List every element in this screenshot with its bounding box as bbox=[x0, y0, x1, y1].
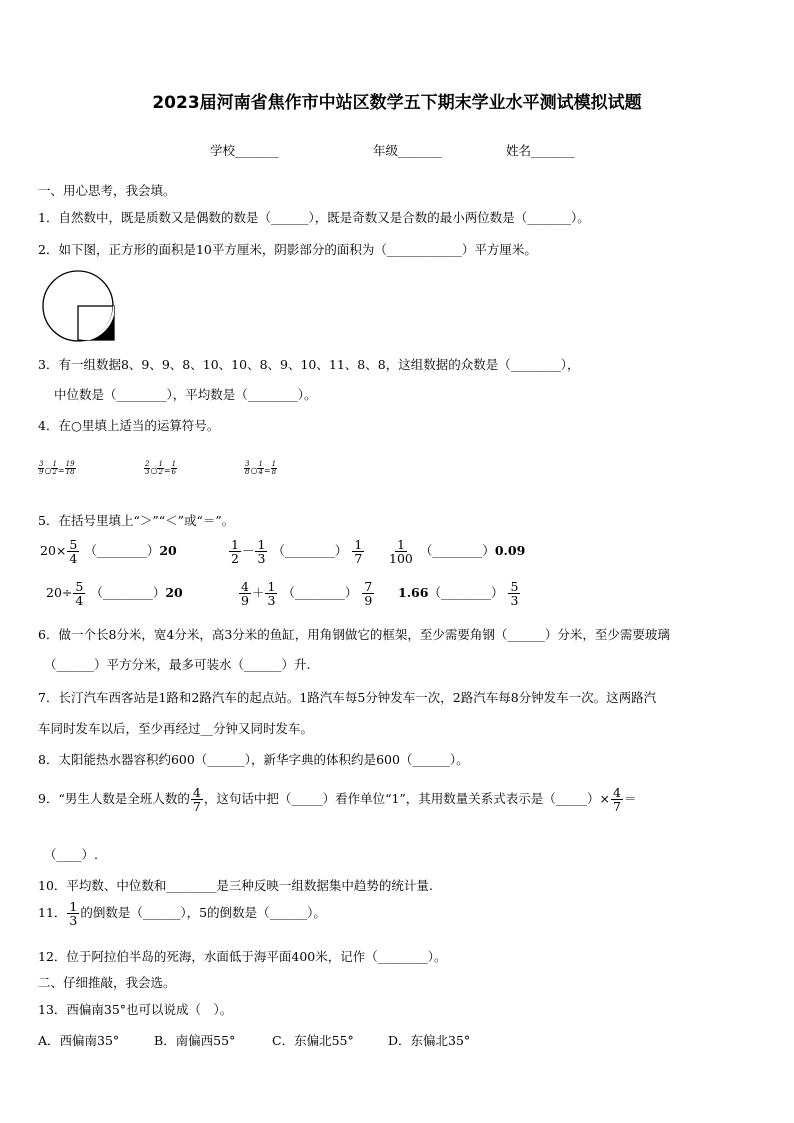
question-10: 10．平均数、中位数和________是三种反映一组数据集中趋势的统计量. bbox=[38, 878, 433, 893]
operator-circle[interactable]: ○ bbox=[44, 466, 52, 475]
fraction: $\frac{1}{3}$ bbox=[69, 899, 78, 929]
question-5: 5．在括号里填上“＞”“＜”或“＝”。 bbox=[38, 513, 235, 528]
fraction: $\frac{5}{3}$ bbox=[510, 579, 519, 609]
q13-option-b[interactable]: B．南偏西55° bbox=[154, 1033, 236, 1048]
q4-equation-3: $\frac{3}{8}$ ○ $\frac{1}{4}$ = $\frac{1}{8}$ bbox=[245, 459, 277, 476]
q5-item-r1c2: $\frac{1}{2}$ － $\frac{1}{3}$ （________） $\frac{1}{7}$ bbox=[231, 537, 363, 567]
q13-option-a[interactable]: A．西偏南35° bbox=[38, 1033, 120, 1048]
q5-item-r2c3: 1.66（________） $\frac{5}{3}$ bbox=[398, 579, 519, 609]
name-blank: _______ bbox=[531, 143, 575, 158]
question-13: 13．西偏南35°也可以说成（ ）。 bbox=[38, 1002, 233, 1017]
question-7-line1: 7．长汀汽车西客站是1路和2路汽车的起点站。1路汽车每5分钟发车一次，2路汽车每8分钟发车一次。这两路汽 bbox=[38, 690, 657, 705]
fraction: $\frac{1}{2}$ bbox=[231, 537, 239, 567]
q5-item-r1c3: $\frac{1}{100}$ （________）0.09 bbox=[389, 537, 526, 567]
fraction: $\frac{5}{4}$ bbox=[75, 579, 84, 609]
answer-blank[interactable]: （________） bbox=[272, 543, 348, 559]
school-label: 学校 bbox=[210, 143, 236, 158]
answer-blank[interactable]: （________） bbox=[428, 585, 504, 601]
fraction: $\frac{4}{7}$ bbox=[192, 785, 201, 815]
fraction: $\frac{4}{7}$ bbox=[613, 785, 621, 815]
school-blank: _______ bbox=[235, 143, 279, 158]
answer-blank[interactable]: （________） bbox=[282, 585, 358, 601]
question-11: 11． $\frac{1}{3}$ 的倒数是（______），5的倒数是（______）。 bbox=[38, 899, 326, 929]
q13-option-d[interactable]: D．东偏北35° bbox=[388, 1033, 471, 1048]
answer-blank[interactable]: （________） bbox=[419, 543, 495, 559]
question-6-line1: 6．做一个长8分米，宽4分米，高3分米的鱼缸，用角钢做它的框架，至少需要角钢（______）分米，至少需要玻璃 bbox=[38, 627, 670, 642]
fraction: $\frac{1}{8}$ bbox=[271, 459, 277, 476]
question-9: 9．“男生人数是全班人数的 $\frac{4}{7}$ ，这句话中把（_____）看作单位“1”，其用数量关系式表示是（_____）× $\frac{4}{7}$ ＝ bbox=[38, 785, 637, 815]
q13-option-c[interactable]: C．东偏北55° bbox=[272, 1033, 354, 1048]
answer-blank[interactable]: （________） bbox=[90, 585, 166, 601]
school-field[interactable] bbox=[210, 141, 279, 159]
fraction: $\frac{3}{8}$ bbox=[245, 459, 250, 476]
fraction: $\frac{4}{9}$ bbox=[241, 579, 249, 609]
fraction: $\frac{5}{4}$ bbox=[69, 537, 78, 567]
question-12: 12．位于阿拉伯半岛的死海，水面低于海平面400米，记作（________）。 bbox=[38, 949, 447, 964]
fraction: $\frac{1}{6}$ bbox=[171, 459, 177, 476]
grade-blank: _______ bbox=[398, 143, 442, 158]
question-8: 8．太阳能热水器容积约600（______），新华字典的体积约是600（______）。 bbox=[38, 752, 469, 767]
fraction: $\frac{7}{9}$ bbox=[364, 579, 373, 609]
question-2: 2．如下图，正方形的面积是10平方厘米，阴影部分的面积为（____________）平方厘米。 bbox=[38, 242, 537, 257]
fraction: $\frac{3}{9}$ bbox=[39, 459, 44, 476]
fraction: $\frac{1}{3}$ bbox=[257, 537, 266, 567]
q5-item-r1c1: 20× $\frac{5}{4}$ （________）20 bbox=[40, 537, 177, 567]
fraction: $\frac{1}{2}$ bbox=[158, 459, 163, 476]
operator-circle[interactable]: ○ bbox=[250, 466, 258, 475]
fraction: $\frac{1}{4}$ bbox=[258, 459, 263, 476]
q4-equation-1: $\frac{3}{9}$ ○ $\frac{1}{2}$ = $\frac{19}{18}$ bbox=[39, 459, 75, 476]
grade-label: 年级 bbox=[373, 143, 399, 158]
q4-equation-2: $\frac{2}{3}$ ○ $\frac{1}{2}$ = $\frac{1}{6}$ bbox=[145, 459, 177, 476]
fraction: $\frac{1}{7}$ bbox=[354, 537, 363, 567]
operator-circle[interactable]: ○ bbox=[150, 466, 158, 475]
question-3-line1: 3．有一组数据8、9、9、8、10、10、8、9、10、11、8、8，这组数据的众数是（________）， bbox=[38, 357, 580, 372]
section-heading-2: 二、仔细推敲，我会选。 bbox=[38, 975, 176, 990]
name-field[interactable] bbox=[506, 141, 575, 159]
question-9-answer: （____）. bbox=[44, 847, 98, 862]
question-3-line2: 中位数是（________），平均数是（________）。 bbox=[54, 387, 317, 402]
question-4: 4．在○里填上适当的运算符号。 bbox=[38, 418, 220, 433]
q5-item-r2c1: 20÷ $\frac{5}{4}$ （________）20 bbox=[46, 579, 183, 609]
answer-blank[interactable]: （________） bbox=[84, 543, 160, 559]
q5-item-r2c2: $\frac{4}{9}$ ＋ $\frac{1}{3}$ （________） $\frac{7}{9}$ bbox=[241, 579, 373, 609]
section-heading-1: 一、用心思考，我会填。 bbox=[38, 183, 176, 198]
fraction: $\frac{2}{3}$ bbox=[145, 459, 150, 476]
question-1: 1．自然数中，既是质数又是偶数的数是（______），既是奇数又是合数的最小两位数是（_______）。 bbox=[38, 210, 590, 225]
circle-square-figure bbox=[40, 270, 120, 342]
grade-field[interactable] bbox=[373, 141, 442, 159]
name-label: 姓名 bbox=[506, 143, 532, 158]
question-7-line2: 车同时发车以后，至少再经过__分钟又同时发车。 bbox=[38, 721, 314, 736]
page-title: 2023届河南省焦作市中站区数学五下期末学业水平测试模拟试题 bbox=[152, 93, 642, 113]
fraction: $\frac{1}{100}$ bbox=[389, 537, 413, 567]
question-6-line2: （______）平方分米，最多可装水（______）升. bbox=[44, 657, 311, 672]
fraction: $\frac{1}{3}$ bbox=[267, 579, 276, 609]
fraction: $\frac{1}{2}$ bbox=[52, 459, 57, 476]
fraction: $\frac{19}{18}$ bbox=[65, 459, 75, 476]
